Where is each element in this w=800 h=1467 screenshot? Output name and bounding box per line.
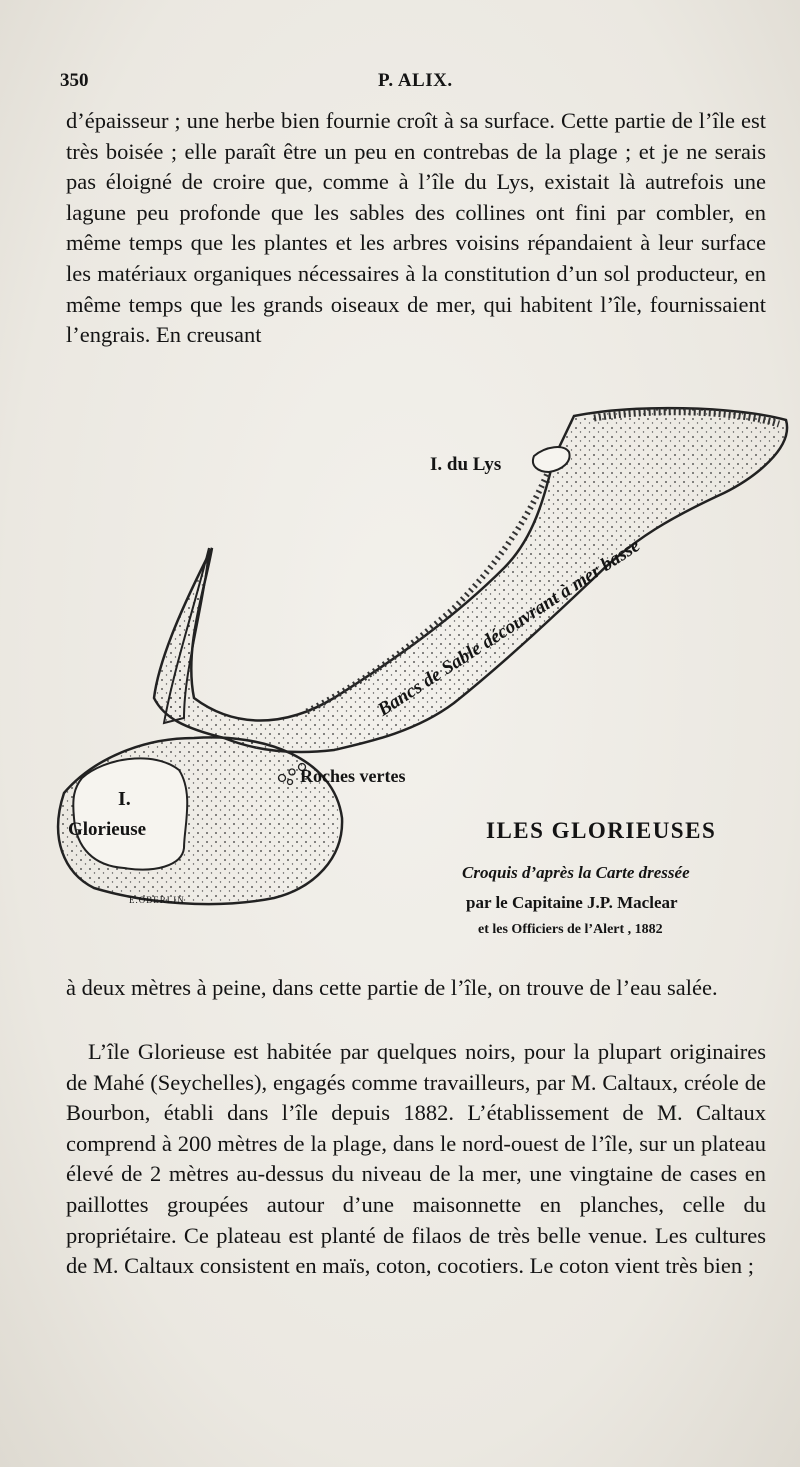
text-block-bottom bbox=[66, 1037, 766, 1282]
page-header bbox=[60, 70, 760, 100]
text-block-top bbox=[66, 106, 766, 351]
ile-glorieuse-shape bbox=[73, 758, 187, 869]
running-head: P. ALIX. bbox=[378, 70, 453, 91]
label-ile-du-lys: I. du Lys bbox=[430, 454, 502, 475]
label-roches-vertes: Roches vertes bbox=[300, 766, 406, 786]
figure-title: ILES GLORIEUSES bbox=[486, 818, 717, 843]
label-ile-glorieuse-i: I. bbox=[118, 788, 131, 810]
engraver-signature: E.OBERLIN bbox=[129, 895, 185, 905]
figure-caption-line-1: Croquis d’après la Carte dressée bbox=[462, 863, 690, 882]
label-sand-banks: Bancs de Sable découvrant à mer basse bbox=[374, 535, 644, 721]
paragraph-1: d’épaisseur ; une herbe bien fournie croît à sa surface. Cette partie de l’île est très boisée ; elle paraît être un peu en contrebas de la plage ; et je ne serais pas éloigné de croire que, comme à l’île du Lys, existait là autrefois une lagune peu profonde que les sables des collines ont fini par combler, en même temps que les plantes et les arbres voisins répandaient à leur surface les matériaux organiques nécessaires à la constitution d’un sol producteur, en même temps que les grands oiseaux de mer, qui habitent l’île, fournissaient l’engrais. En creusant bbox=[66, 108, 766, 348]
text-block-after-figure bbox=[66, 973, 766, 1004]
figure-caption-line-2: par le Capitaine J.P. Maclear bbox=[466, 893, 678, 912]
label-ile-glorieuse: Glorieuse bbox=[68, 819, 147, 840]
paragraph-2: à deux mètres à peine, dans cette partie de l’île, on trouve de l’eau salée. bbox=[66, 975, 718, 1000]
map-figure bbox=[34, 398, 794, 958]
figure-caption-line-3: et les Officiers de l’Alert , 1882 bbox=[478, 922, 663, 937]
page-number: 350 bbox=[60, 70, 89, 91]
paragraph-3: L’île Glorieuse est habitée par quelques noirs, pour la plupart originaires de Mahé (Seychelles), engagés comme travailleurs, par M. Caltaux, créole de Bourbon, établi dans l’île depuis 1882. L’établissement de M. Caltaux comprend à 200 mètres de la plage, dans le nord-ouest de l’île, sur un plateau élevé de 2 mètres au-dessus du niveau de la mer, une vingtaine de cases en paillottes groupées autour d’une maisonnette en planches, celle du propriétaire. Ce plateau est planté de filaos de très belle venue. Les cultures de M. Caltaux consistent en maïs, coton, cocotiers. Le coton vient très bien ; bbox=[66, 1039, 766, 1279]
